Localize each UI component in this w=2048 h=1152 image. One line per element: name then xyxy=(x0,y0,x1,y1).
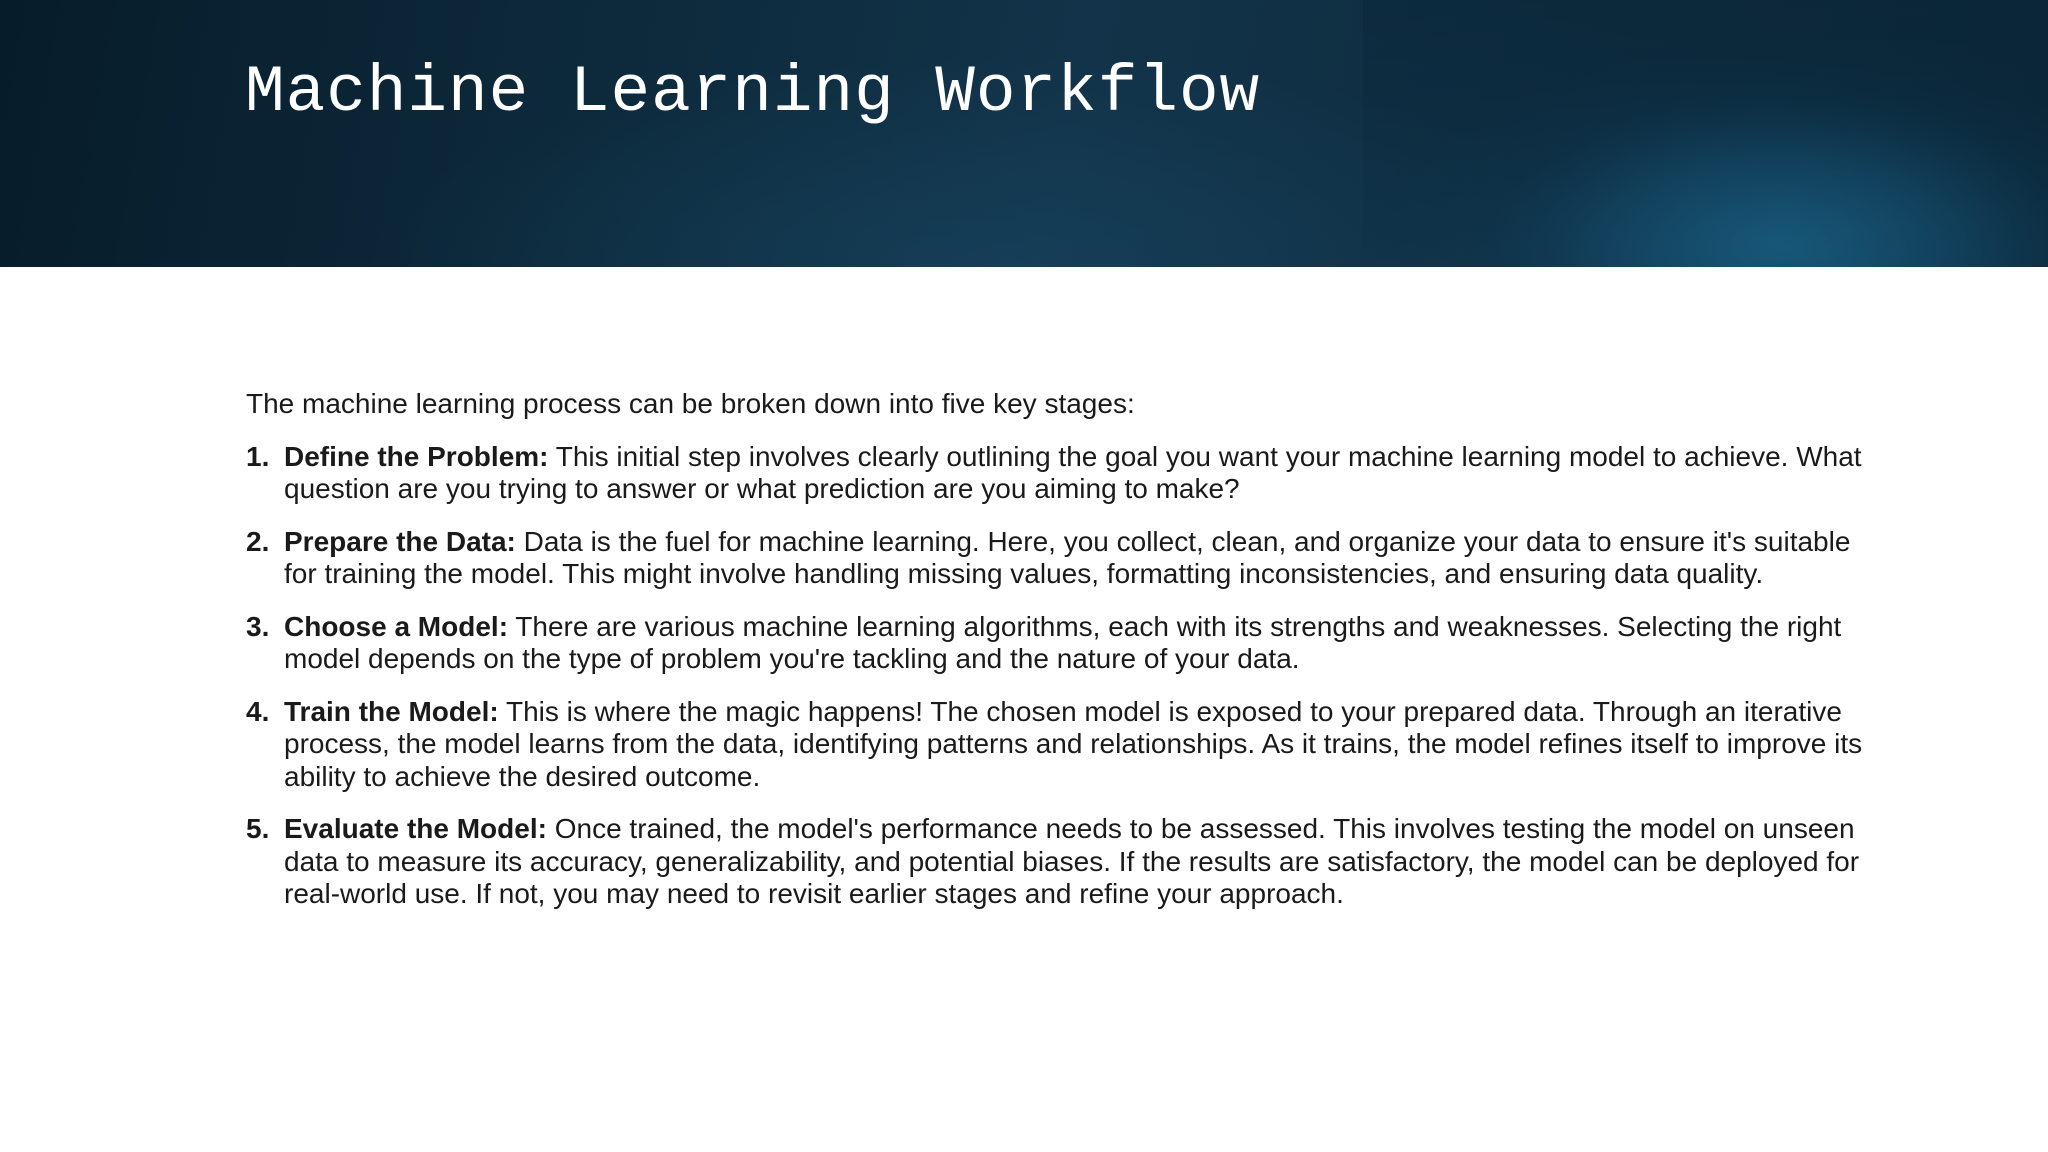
intro-text: The machine learning process can be broken down into five key stages: xyxy=(246,388,1135,419)
list-item-train-model xyxy=(246,696,1866,794)
list-item-text: Once trained, the model's performance needs to be assessed. This involves testing the model on unseen data to measure its accuracy, generalizability, and potential biases. If the results are satisfactory, the model can be deployed for real-world use. If not, you may need to revisit earlier stages and refine your approach. xyxy=(284,813,1860,909)
list-item-number: 1. xyxy=(246,440,270,472)
list-item-number: 4. xyxy=(246,695,270,727)
list-item-text: This is where the magic happens! The chosen model is exposed to your prepared data. Through an iterative process, the model learns from the data, identifying patterns and relationships. As it trains, the model refines itself to improve its ability to achieve the desired outcome. xyxy=(284,695,1863,792)
slide-title: Machine Learning Workflow xyxy=(245,55,1261,130)
list-item-text: Data is the fuel for machine learning. Here, you collect, clean, and organize your data to ensure it's suitable for training the model. This might involve handling missing values, formatting inconsistencies, and ensuring data quality. xyxy=(284,525,1851,589)
list-item-text: This initial step involves clearly outlining the goal you want your machine learning model to achieve. What question are you trying to answer or what prediction are you aiming to make? xyxy=(284,440,1862,504)
list-item-choose-model xyxy=(246,611,1866,676)
list-item-term: Choose a Model: xyxy=(284,610,509,642)
list-item-term: Train the Model: xyxy=(284,695,499,727)
list-item-evaluate-model xyxy=(246,813,1866,911)
list-item-number: 5. xyxy=(246,813,270,844)
list-item-define-problem xyxy=(246,441,1866,506)
list-item-text: There are various machine learning algorithms, each with its strengths and weaknesses. Selecting the right model depends on the type of problem you're tackling and the nature of your data. xyxy=(284,610,1842,674)
header-band xyxy=(0,0,2048,267)
list-item-number: 2. xyxy=(246,525,270,557)
header-accent-panel xyxy=(1363,0,2048,267)
list-item-term: Define the Problem: xyxy=(284,440,549,472)
list-item-prepare-data xyxy=(246,526,1866,591)
stages-list xyxy=(246,441,1866,911)
list-item-term: Evaluate the Model: xyxy=(284,813,547,844)
slide-body xyxy=(246,388,1866,931)
list-item-term: Prepare the Data: xyxy=(284,525,516,557)
list-item-number: 3. xyxy=(246,610,270,642)
